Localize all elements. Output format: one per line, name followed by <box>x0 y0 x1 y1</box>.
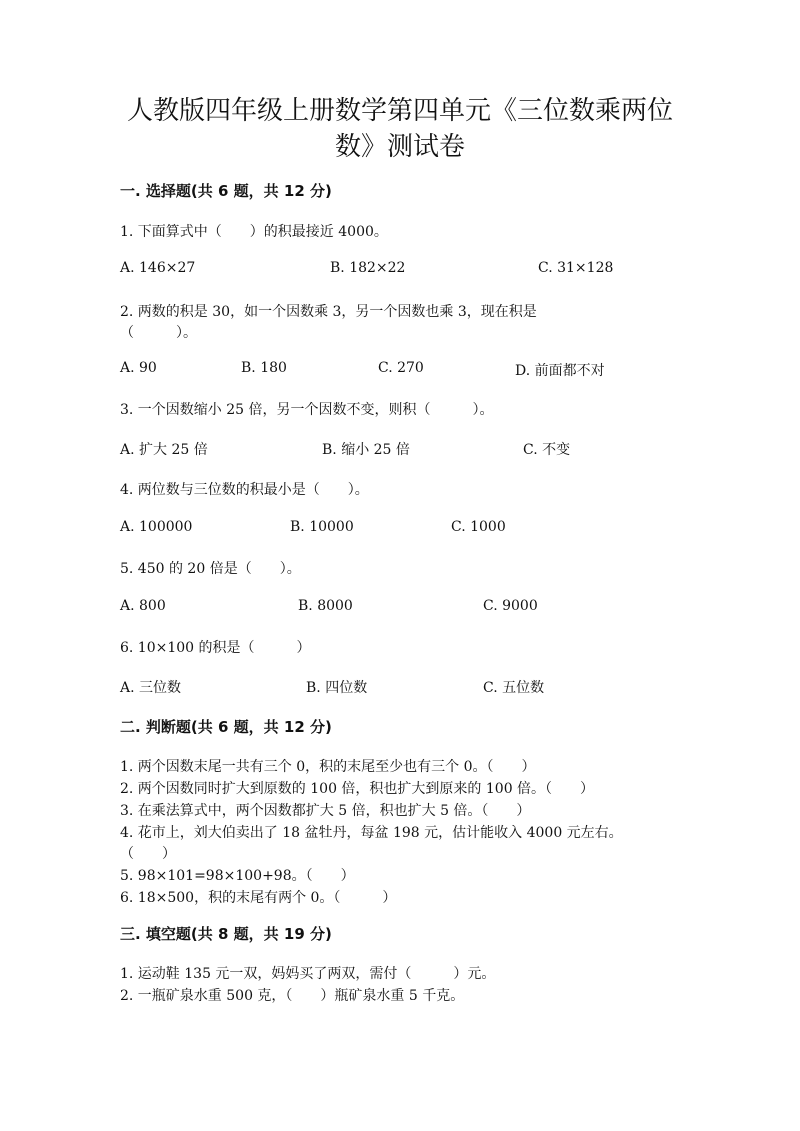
judgement-line-4-continued: （ ） <box>120 846 176 862</box>
fill-blank-line-2: 2. 一瓶矿泉水重 500 克，（ ）瓶矿泉水重 5 千克。 <box>120 988 465 1004</box>
choice-question-1: 1. 下面算式中（ ）的积最接近 4000。 <box>120 224 388 240</box>
choice-question-2: 2. 两数的积是 30，如一个因数乘 3，另一个因数也乘 3，现在积是 <box>120 304 537 320</box>
choice-question-6: 6. 10×100 的积是（ ） <box>120 640 311 656</box>
choice-q3-option-b: B. 缩小 25 倍 <box>322 442 410 458</box>
choice-q5-option-c: C. 9000 <box>483 598 538 614</box>
choice-q1-option-a: A. 146×27 <box>120 260 196 276</box>
choice-q2-option-d: D. 前面都不对 <box>515 363 605 379</box>
choice-question-4: 4. 两位数与三位数的积最小是（ ）。 <box>120 482 369 498</box>
choice-q2-option-b: B. 180 <box>241 360 287 376</box>
choice-q5-option-a: A. 800 <box>120 598 166 614</box>
exam-title-line-1: 人教版四年级上册数学第四单元《三位数乘两位 <box>126 96 673 126</box>
fill-blank-line-1: 1. 运动鞋 135 元一双，妈妈买了两双，需付（ ）元。 <box>120 966 496 982</box>
choice-q4-option-b: B. 10000 <box>290 519 354 535</box>
choice-q4-option-c: C. 1000 <box>451 519 506 535</box>
choice-q4-option-a: A. 100000 <box>120 519 193 535</box>
choice-q2-option-c: C. 270 <box>378 360 424 376</box>
choice-q2-option-a: A. 90 <box>120 360 157 376</box>
judgement-line-6: 6. 18×500，积的末尾有两个 0。（ ） <box>120 890 397 906</box>
choice-q6-option-b: B. 四位数 <box>306 680 368 696</box>
choice-q1-option-b: B. 182×22 <box>330 260 406 276</box>
choice-q6-option-a: A. 三位数 <box>120 680 182 696</box>
section-heading-fill-blank: 三. 填空题(共 8 题，共 19 分) <box>120 925 332 943</box>
exam-title-line-2: 数》测试卷 <box>334 132 465 162</box>
choice-q6-option-c: C. 五位数 <box>483 680 545 696</box>
choice-q5-option-b: B. 8000 <box>298 598 353 614</box>
choice-q3-option-a: A. 扩大 25 倍 <box>120 442 208 458</box>
choice-question-3: 3. 一个因数缩小 25 倍，另一个因数不变，则积（ ）。 <box>120 402 494 418</box>
section-heading-judgement: 二. 判断题(共 6 题，共 12 分) <box>120 718 332 736</box>
choice-question-2-continued: （ ）。 <box>120 325 197 341</box>
judgement-line-4: 4. 花市上，刘大伯卖出了 18 盆牡丹，每盆 198 元，估计能收入 4000 元左右。 <box>120 825 623 841</box>
choice-question-5: 5. 450 的 20 倍是（ ）。 <box>120 561 301 577</box>
judgement-line-1: 1. 两个因数末尾一共有三个 0，积的末尾至少也有三个 0。（ ） <box>120 759 536 775</box>
judgement-line-5: 5. 98×101=98×100+98。（ ） <box>120 868 355 884</box>
choice-q3-option-c: C. 不变 <box>523 442 571 458</box>
judgement-line-2: 2. 两个因数同时扩大到原数的 100 倍，积也扩大到原来的 100 倍。（ ） <box>120 781 595 797</box>
section-heading-choice: 一. 选择题(共 6 题，共 12 分) <box>120 182 332 200</box>
judgement-line-3: 3. 在乘法算式中，两个因数都扩大 5 倍，积也扩大 5 倍。（ ） <box>120 803 531 819</box>
choice-q1-option-c: C. 31×128 <box>538 260 614 276</box>
